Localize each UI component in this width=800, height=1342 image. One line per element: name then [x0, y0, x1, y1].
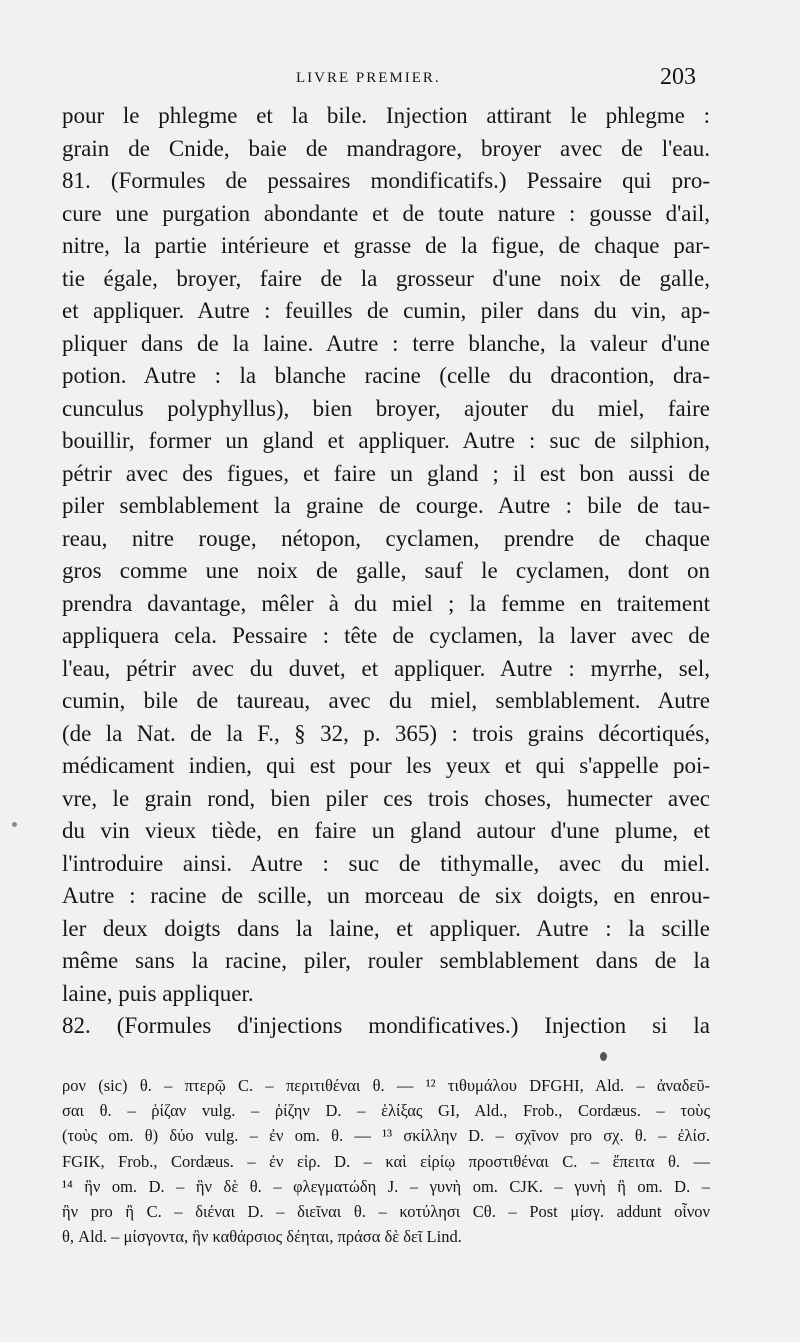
- text-line: médicament indien, qui est pour les yeux et qui s'appelle poi-: [62, 753, 710, 778]
- footnote-line: FGIK, Frob., Cordæus. – ἐν εἰρ. D. – καὶ εἰρίῳ προστιθέναι C. – ἔπειτα θ. —: [62, 1151, 710, 1171]
- running-title: LIVRE PREMIER.: [296, 70, 441, 86]
- text-line: cunculus polyphyllus), bien broyer, ajouter du miel, faire: [62, 395, 710, 421]
- text-line: cure une purgation abondante et de toute nature : gousse d'ail,: [62, 200, 710, 226]
- text-line: appliquera cela. Pessaire : tête de cyclamen, la laver avec de: [62, 623, 710, 648]
- text-line: l'eau, pétrir avec du duvet, et appliquer. Autre : myrrhe, sel,: [62, 655, 710, 681]
- text-line: laine, puis appliquer.: [62, 980, 254, 1006]
- text-line: et appliquer. Autre : feuilles de cumin, piler dans du vin, ap-: [62, 298, 710, 323]
- text-line: 81. (Formules de pessaires mondificatifs.) Pessaire qui pro-: [62, 168, 710, 193]
- ink-speck: [600, 1052, 607, 1061]
- text-line: pliquer dans de la laine. Autre : terre blanche, la valeur d'une: [62, 330, 710, 356]
- text-line: bouillir, former un gland et appliquer. Autre : suc de silphion,: [62, 428, 710, 453]
- text-line: grain de Cnide, baie de mandragore, broyer avec de l'eau.: [62, 135, 710, 161]
- ink-speck: [12, 822, 17, 827]
- text-line: Autre : racine de scille, un morceau de six doigts, en enrou-: [62, 883, 710, 908]
- footnote-line: ¹⁴ ἣν om. D. – ἣν δὲ θ. – φλεγματώδη J. – γυνὴ om. CJK. – γυνὴ ἢ om. D. –: [62, 1176, 710, 1196]
- text-line: l'introduire ainsi. Autre : suc de tithymalle, avec du miel.: [62, 850, 710, 876]
- text-line: (de la Nat. de la F., § 32, p. 365) : trois grains décortiqués,: [62, 720, 710, 746]
- body-text: [62, 100, 710, 1043]
- text-line: piler semblablement la graine de courge. Autre : bile de tau-: [62, 493, 710, 518]
- footnote-line: θ, Ald. – μίσγοντα, ἢν καθάρσιος δέηται, πράσα δὲ δεῖ Lind.: [62, 1227, 462, 1247]
- text-line: 82. (Formules d'injections mondificatives.) Injection si la: [62, 1013, 710, 1038]
- running-head: [0, 62, 800, 96]
- text-line: pétrir avec des figues, et faire un gland ; il est bon aussi de: [62, 460, 710, 486]
- text-line: prendra davantage, mêler à du miel ; la femme en traitement: [62, 590, 710, 616]
- footnote-line: ἢν pro ἢ C. – διέναι D. – διεῖναι θ. – κοτύλησι Cθ. – Post μίσγ. addunt οἶνον: [62, 1202, 710, 1222]
- footnotes: [62, 1073, 710, 1249]
- footnote-line: ρον (sic) θ. – πτερῷ C. – περιτιθέναι θ. — ¹² τιθυμάλου DFGHI, Ald. – ἀναδεῦ-: [62, 1076, 710, 1095]
- page-number: 203: [660, 64, 696, 90]
- text-line: du vin vieux tiède, en faire un gland autour d'une plume, et: [62, 818, 710, 843]
- text-line: tie égale, broyer, faire de la grosseur d'une noix de galle,: [62, 265, 710, 291]
- text-line: pour le phlegme et la bile. Injection attirant le phlegme :: [62, 103, 710, 128]
- text-line: nitre, la partie intérieure et grasse de la figue, de chaque par-: [62, 233, 710, 258]
- text-line: reau, nitre rouge, nétopon, cyclamen, prendre de chaque: [62, 525, 710, 551]
- footnote-line: σαι θ. – ῥίζαν vulg. – ῥίζην D. – ἑλίξας GI, Ald., Frob., Cordæus. – τοὺς: [62, 1101, 710, 1121]
- text-line: vre, le grain rond, bien piler ces trois choses, humecter avec: [62, 785, 710, 811]
- text-line: même sans la racine, piler, rouler semblablement dans de la: [62, 948, 710, 973]
- text-line: ler deux doigts dans la laine, et appliquer. Autre : la scille: [62, 915, 710, 941]
- footnote-line: (τοὺς om. θ) δύο vulg. – ἐν om. θ. — ¹³ σκίλλην D. – σχῖνον pro σχ. θ. – ἐλίσ.: [62, 1126, 710, 1146]
- text-line: gros comme une noix de galle, sauf le cyclamen, dont on: [62, 558, 710, 583]
- text-line: potion. Autre : la blanche racine (celle du dracontion, dra-: [62, 363, 710, 388]
- text-line: cumin, bile de taureau, avec du miel, semblablement. Autre: [62, 688, 710, 713]
